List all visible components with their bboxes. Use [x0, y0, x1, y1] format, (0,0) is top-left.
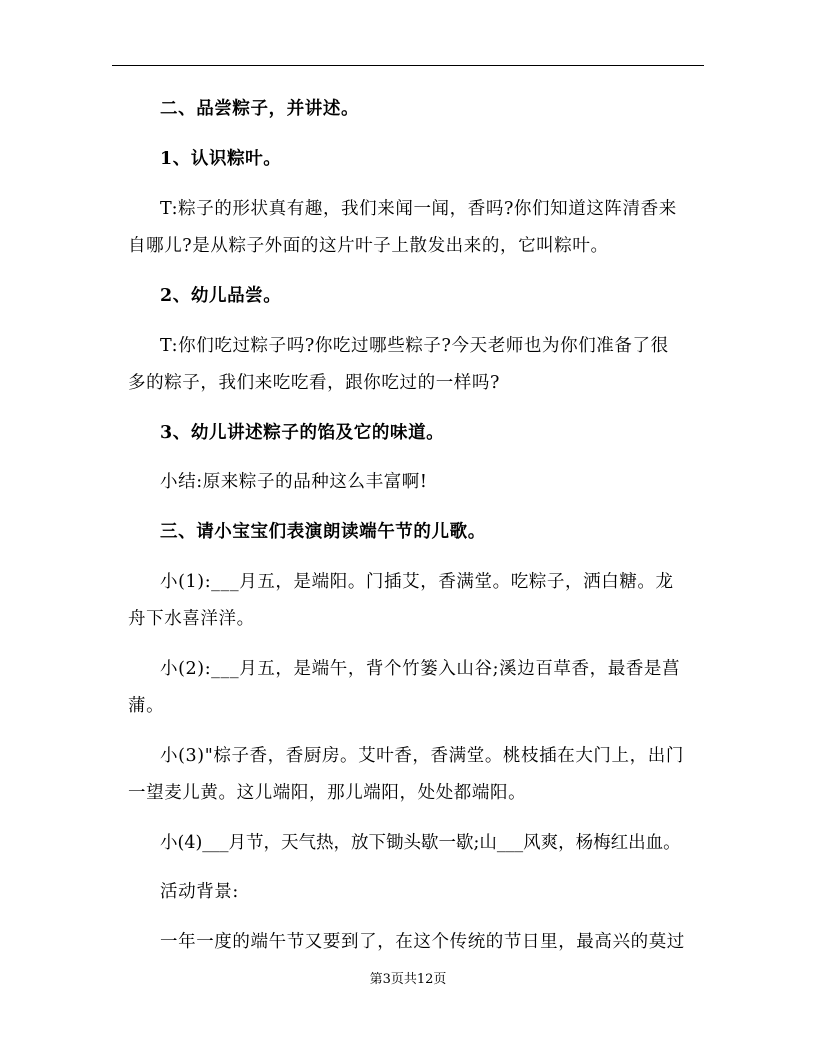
paragraph-line: 自哪儿?是从粽子外面的这片叶子上散发出来的，它叫粽叶。: [128, 236, 609, 256]
paragraph-line: T:粽子的形状真有趣，我们来闻一闻，香吗?你们知道这阵清香来: [160, 199, 677, 219]
poem-line: 一望麦儿黄。这儿端阳，那儿端阳，处处都端阳。: [128, 783, 527, 803]
poem-line: 舟下水喜洋洋。: [128, 609, 255, 629]
paragraph-line: T:你们吃过粽子吗?你吃过哪些粽子?今天老师也为你们准备了很: [160, 336, 669, 356]
poem-line: 小(1):___月五，是端阳。门插艾，香满堂。吃粽子，洒白糖。龙: [160, 572, 674, 592]
poem-line: 小(3)"棕子香，香厨房。艾叶香，香满堂。桃枝插在大门上，出门: [160, 746, 684, 766]
header-rule: [112, 65, 704, 66]
paragraph-line: 多的粽子，我们来吃吃看，跟你吃过的一样吗?: [128, 373, 500, 393]
poem-line: 小(2):___月五，是端午，背个竹篓入山谷;溪边百草香，最香是菖: [160, 659, 681, 679]
summary-line: 小结:原来粽子的品种这么丰富啊!: [160, 472, 428, 492]
subheading-describe-filling: 3、幼儿讲述粽子的馅及它的味道。: [160, 423, 445, 443]
poem-line: 蒲。: [128, 696, 165, 716]
page-number-footer: 第3页共12页: [369, 972, 447, 987]
section-heading-three: 三、请小宝宝们表演朗读端午节的儿歌。: [160, 522, 486, 542]
poem-line: 小(4)___月节，天气热，放下锄头歇一歇;山___风爽，杨梅红出血。: [160, 833, 681, 853]
subheading-tasting: 2、幼儿品尝。: [160, 286, 282, 306]
background-heading: 活动背景:: [160, 882, 239, 902]
subheading-recognize-leaf: 1、认识粽叶。: [160, 149, 282, 169]
paragraph-line: 一年一度的端午节又要到了，在这个传统的节日里，最高兴的莫过: [160, 932, 685, 952]
section-heading-two: 二、品尝粽子，并讲述。: [160, 99, 360, 119]
